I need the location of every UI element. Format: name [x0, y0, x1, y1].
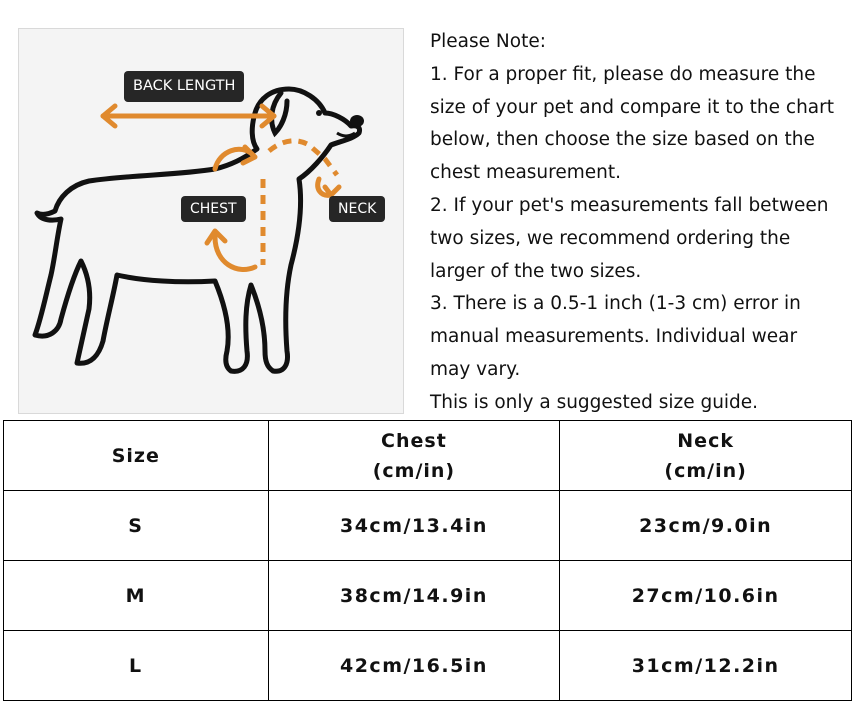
- note-line: This is only a suggested size guide.: [430, 391, 759, 413]
- header-chest: [268, 421, 560, 491]
- header-neck: [560, 421, 852, 491]
- chest-cell: 38cm/14.9in: [268, 561, 560, 631]
- size-cell: M: [4, 561, 269, 631]
- back-length-label: BACK LENGTH: [124, 71, 244, 102]
- header-neck-name: Neck: [677, 429, 734, 452]
- note-line: Please Note:: [430, 31, 546, 52]
- chest-cell: 34cm/13.4in: [268, 491, 560, 561]
- neck-cell: 31cm/12.2in: [560, 631, 852, 701]
- note-line: two sizes, we recommend ordering the: [430, 227, 791, 249]
- dog-measurement-diagram: [18, 28, 404, 414]
- note-line: may vary.: [430, 358, 521, 380]
- note-line: chest measurement.: [430, 162, 621, 184]
- table-row: [4, 631, 852, 701]
- size-cell: L: [4, 631, 269, 701]
- note-line: manual measurements. Individual wear: [430, 326, 798, 348]
- note-line: below, then choose the size based on the: [430, 129, 815, 151]
- neck-label: NECK: [329, 196, 385, 222]
- header-size: Size: [4, 421, 269, 491]
- note-line: size of your pet and compare it to the chart: [430, 96, 835, 118]
- neck-cell: 27cm/10.6in: [560, 561, 852, 631]
- table-row: [4, 561, 852, 631]
- table-header-row: [4, 421, 852, 491]
- note-line: 1. For a proper fit, please do measure the: [430, 63, 816, 85]
- neck-cell: 23cm/9.0in: [560, 491, 852, 561]
- chest-cell: 42cm/16.5in: [268, 631, 560, 701]
- table-row: [4, 491, 852, 561]
- header-neck-unit: (cm/in): [664, 459, 747, 482]
- note-line: 3. There is a 0.5-1 inch (1-3 cm) error in: [430, 293, 801, 315]
- chest-label: CHEST: [181, 196, 246, 222]
- header-chest-unit: (cm/in): [372, 459, 456, 482]
- note-line: 2. If your pet's measurements fall between: [430, 194, 829, 216]
- size-cell: S: [4, 491, 269, 561]
- note-line: larger of the two sizes.: [430, 260, 642, 282]
- please-note-text: [430, 26, 855, 420]
- size-chart-table: [3, 420, 852, 701]
- header-chest-name: Chest: [381, 429, 447, 452]
